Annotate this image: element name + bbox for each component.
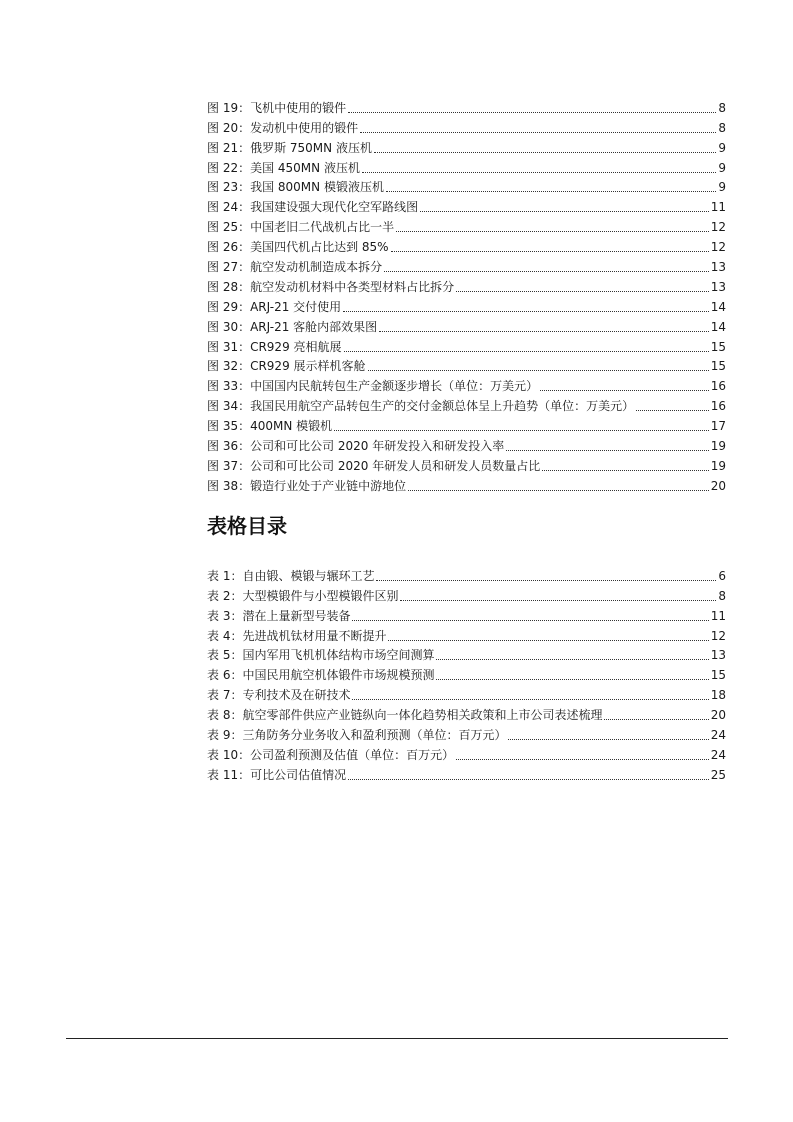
table-toc-entry-label: 表 1：自由锻、模锻与辗环工艺 [207,568,375,583]
table-toc-entry[interactable] [207,683,726,703]
figure-toc-entry[interactable] [207,454,726,474]
dot-leader [400,599,716,601]
dot-leader [506,449,708,451]
figure-toc-entry-page-number: 12 [710,240,726,255]
figure-toc-entry-label: 图 26：美国四代机占比达到 85% [207,240,389,255]
dot-leader [384,270,709,272]
dot-leader [420,210,709,212]
dot-leader [436,658,708,660]
table-list [207,564,726,783]
figure-toc-entry-page-number: 11 [710,200,726,215]
dot-leader [436,678,708,680]
table-toc-entry-label: 表 10：公司盈利预测及估值（单位：百万元） [207,747,455,762]
figure-toc-entry[interactable] [207,235,726,255]
footer-divider [66,1038,728,1039]
table-toc-entry-label: 表 4：先进战机钛材用量不断提升 [207,628,387,643]
dot-leader [362,171,716,173]
figure-toc-entry[interactable] [207,355,726,375]
dot-leader [368,369,709,371]
figure-toc-entry-label: 图 28：航空发动机材料中各类型材料占比拆分 [207,279,455,294]
figure-toc-entry[interactable] [207,434,726,454]
figure-toc-entry[interactable] [207,156,726,176]
figure-toc-entry[interactable] [207,394,726,414]
figure-toc-entry-label: 图 24：我国建设强大现代化空军路线图 [207,200,419,215]
figure-toc-entry[interactable] [207,136,726,156]
dot-leader [508,738,708,740]
figure-toc-entry-label: 图 23：我国 800MN 模锻液压机 [207,180,384,195]
figure-toc-entry-page-number: 8 [718,120,726,135]
table-toc-entry[interactable] [207,703,726,723]
figure-toc-entry[interactable] [207,295,726,315]
table-toc-entry[interactable] [207,644,726,664]
figure-toc-entry[interactable] [207,195,726,215]
table-toc-entry-page-number: 12 [710,628,726,643]
figure-toc-entry[interactable] [207,414,726,434]
table-toc-entry-page-number: 24 [710,728,726,743]
figure-toc-entry-page-number: 9 [718,160,726,175]
figure-toc-entry-page-number: 19 [710,439,726,454]
figure-toc-entry-label: 图 22：美国 450MN 液压机 [207,160,360,175]
table-toc-entry-page-number: 11 [710,608,726,623]
figure-toc-entry-page-number: 9 [718,140,726,155]
table-toc-entry-label: 表 8：航空零部件供应产业链纵向一体化趋势相关政策和上市公司表述梳理 [207,708,603,723]
dot-leader [456,758,709,760]
table-toc-entry[interactable] [207,763,726,783]
figure-toc-entry-page-number: 12 [710,220,726,235]
table-toc-entry-page-number: 6 [718,568,726,583]
dot-leader [604,718,708,720]
figure-toc-entry-page-number: 8 [718,100,726,115]
dot-leader [391,250,709,252]
figure-toc-entry[interactable] [207,215,726,235]
table-toc-entry-label: 表 6：中国民用航空机体锻件市场规模预测 [207,668,435,683]
figure-toc-entry-page-number: 13 [710,260,726,275]
figure-toc-entry-label: 图 21：俄罗斯 750MN 液压机 [207,140,372,155]
figure-toc-entry[interactable] [207,96,726,116]
figure-toc-entry-label: 图 32：CR929 展示样机客舱 [207,359,366,374]
figure-toc-entry[interactable] [207,335,726,355]
table-toc-entry-label: 表 11：可比公司估值情况 [207,767,347,782]
figure-toc-entry-label: 图 27：航空发动机制造成本拆分 [207,260,383,275]
dot-leader [348,778,709,780]
table-toc-entry-label: 表 2：大型模锻件与小型模锻件区别 [207,588,399,603]
figure-toc-entry-page-number: 15 [710,359,726,374]
figure-toc-entry-page-number: 19 [710,458,726,473]
table-toc-entry[interactable] [207,663,726,683]
figure-toc-entry[interactable] [207,116,726,136]
table-toc-entry[interactable] [207,723,726,743]
figure-toc-entry-page-number: 14 [710,299,726,314]
figure-toc-entry-label: 图 36：公司和可比公司 2020 年研发投入和研发投入率 [207,439,505,454]
figure-toc-entry-page-number: 17 [710,419,726,434]
figure-toc-entry[interactable] [207,255,726,275]
table-toc-entry-label: 表 7：专利技术及在研技术 [207,688,351,703]
figure-toc-entry-label: 图 38：锻造行业处于产业链中游地位 [207,478,407,493]
figure-toc-entry-label: 图 37：公司和可比公司 2020 年研发人员和研发人员数量占比 [207,458,541,473]
dot-leader [540,389,709,391]
dot-leader [388,639,708,641]
dot-leader [386,190,716,192]
table-toc-entry-label: 表 5：国内军用飞机机体结构市场空间测算 [207,648,435,663]
figure-toc-entry-label: 图 34：我国民用航空产品转包生产的交付金额总体呈上升趋势（单位：万美元） [207,399,635,414]
figure-toc-entry-label: 图 33：中国国内民航转包生产金额逐步增长（单位：万美元） [207,379,539,394]
figure-toc-entry-page-number: 14 [710,319,726,334]
table-toc-entry[interactable] [207,743,726,763]
figure-toc-entry-label: 图 20：发动机中使用的锻件 [207,120,359,135]
figure-toc-entry-label: 图 19：飞机中使用的锻件 [207,100,347,115]
figure-toc-entry[interactable] [207,474,726,494]
table-toc-entry[interactable] [207,584,726,604]
figure-toc-entry[interactable] [207,374,726,394]
dot-leader [352,619,708,621]
dot-leader [408,489,709,491]
figure-toc-entry-label: 图 35：400MN 模锻机 [207,419,333,434]
figure-toc-entry-label: 图 29：ARJ-21 交付使用 [207,299,342,314]
figure-toc-entry[interactable] [207,315,726,335]
table-toc-entry-label: 表 9：三角防务分业务收入和盈利预测（单位：百万元） [207,728,507,743]
dot-leader [374,151,716,153]
figure-toc-entry[interactable] [207,275,726,295]
dot-leader [352,698,708,700]
table-toc-entry-page-number: 8 [718,588,726,603]
table-toc-entry-page-number: 18 [710,688,726,703]
dot-leader [360,131,716,133]
figure-toc-entry[interactable] [207,176,726,196]
dot-leader [456,290,709,292]
table-toc-entry-label: 表 3：潜在上量新型号装备 [207,608,351,623]
dot-leader [343,310,709,312]
dot-leader [344,350,709,352]
figure-toc-entry-page-number: 15 [710,339,726,354]
tables-section-title: 表格目录 [207,514,287,538]
figure-toc-entry-page-number: 16 [710,379,726,394]
dot-leader [636,409,709,411]
table-toc-entry-page-number: 15 [710,668,726,683]
table-toc-entry-page-number: 13 [710,648,726,663]
dot-leader [334,429,709,431]
figure-toc-entry-label: 图 25：中国老旧二代战机占比一半 [207,220,395,235]
table-toc-entry-page-number: 25 [710,767,726,782]
figure-toc-entry-label: 图 31：CR929 亮相航展 [207,339,342,354]
dot-leader [542,469,708,471]
dot-leader [396,230,709,232]
table-toc-entry[interactable] [207,564,726,584]
figure-toc-entry-page-number: 20 [710,478,726,493]
figure-toc-entry-page-number: 13 [710,279,726,294]
dot-leader [376,579,716,581]
figure-toc-entry-page-number: 16 [710,399,726,414]
figure-list [207,96,726,494]
dot-leader [379,330,709,332]
figure-toc-entry-page-number: 9 [718,180,726,195]
table-toc-entry-page-number: 24 [710,747,726,762]
dot-leader [348,111,716,113]
table-toc-entry[interactable] [207,604,726,624]
table-toc-entry[interactable] [207,624,726,644]
figure-toc-entry-label: 图 30：ARJ-21 客舱内部效果图 [207,319,378,334]
table-toc-entry-page-number: 20 [710,708,726,723]
